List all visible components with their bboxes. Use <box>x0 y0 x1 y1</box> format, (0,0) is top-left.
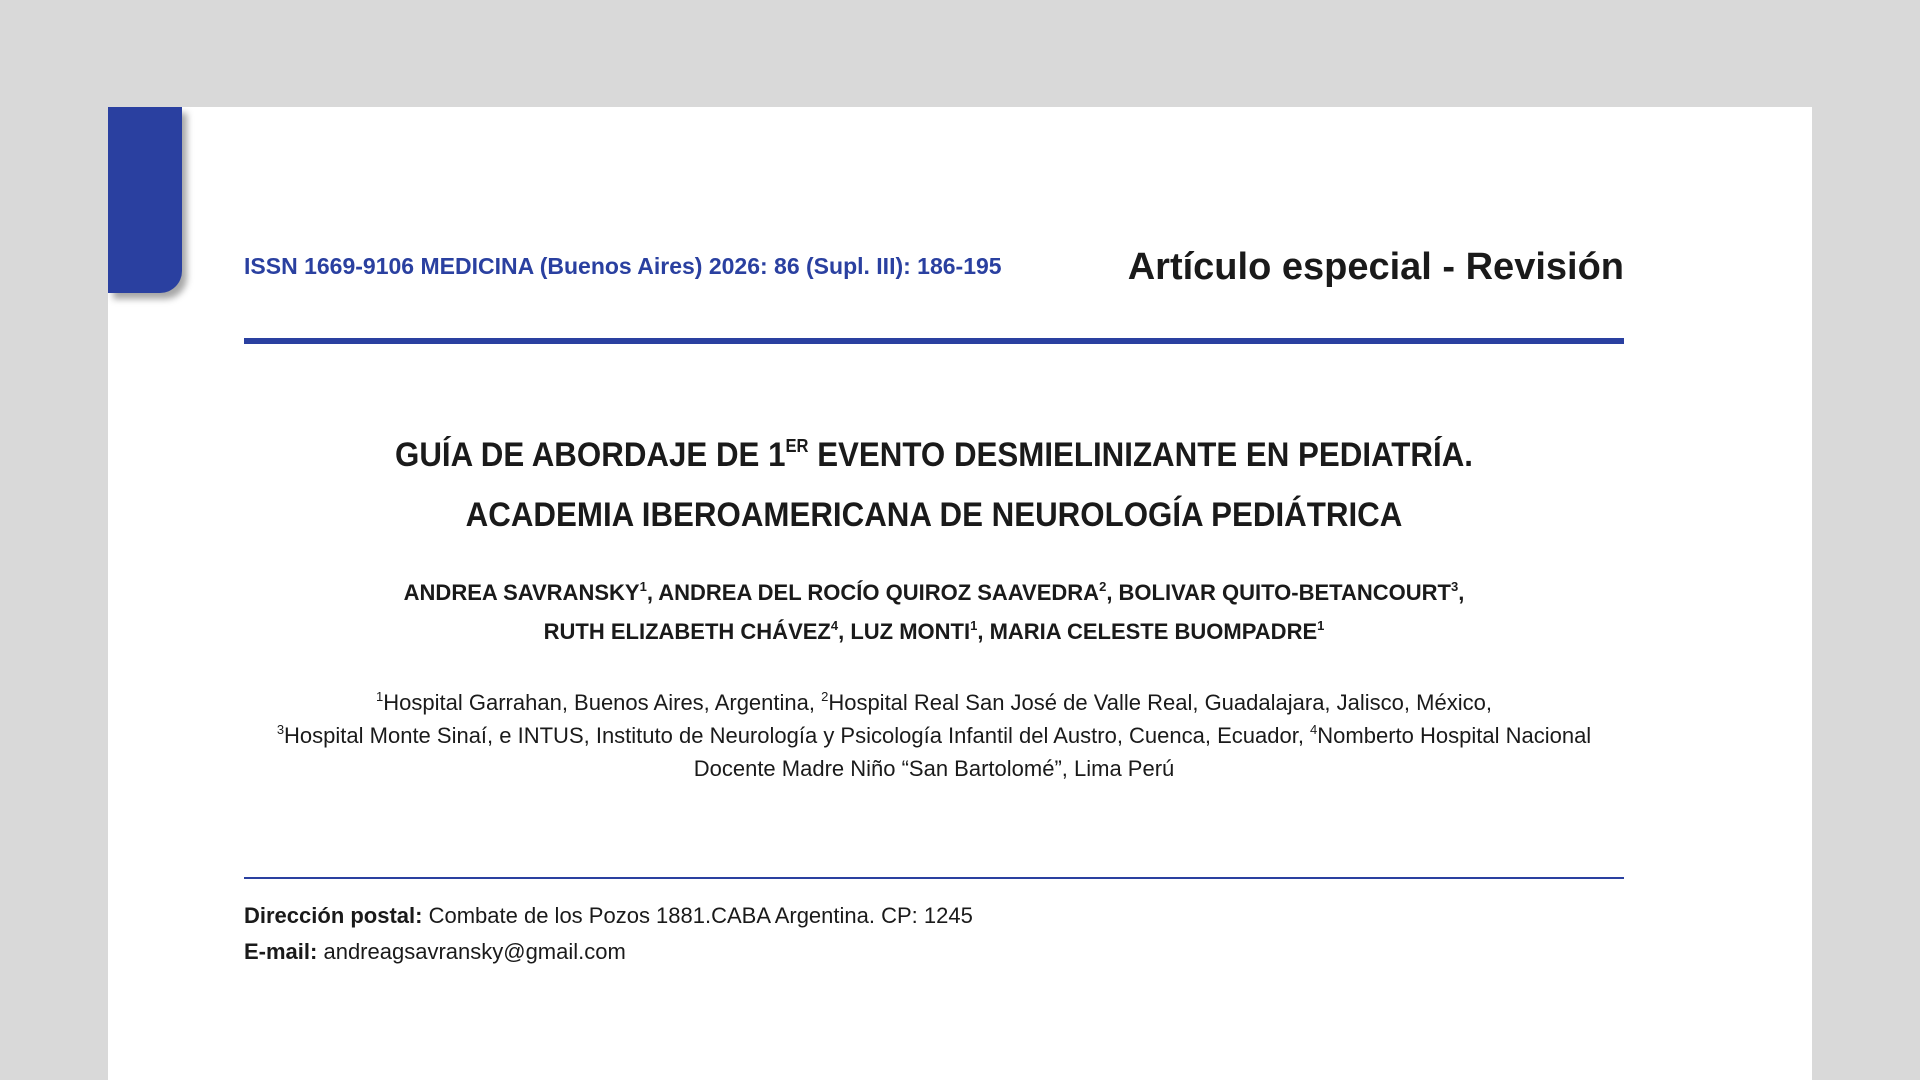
author-list: ANDREA SAVRANSKY$^1$, ANDREA DEL ROCÍO QUIROZ SAAVEDRA$^2$, BOLIVAR QUITO-BETANCOURT$^3$, RUTH ELIZABETH CHÁVEZ$^4$, LUZ MONTI$^1$, MARIA CELESTE BUOMPADRE$^1$ <box>403 579 1465 644</box>
affiliation-text: Hospital Garrahan, Buenos Aires, Argentina, <box>383 690 822 715</box>
author-name: ANDREA SAVRANSKY <box>403 580 640 605</box>
journal-tab-marker <box>108 107 182 293</box>
author-affiliation-mark: 1 <box>1317 618 1325 633</box>
affiliation-number: 1 <box>376 689 384 704</box>
contact-divider <box>244 877 1624 879</box>
author-affiliation-mark: 2 <box>1099 579 1107 594</box>
author-name: RUTH ELIZABETH CHÁVEZ <box>543 619 831 644</box>
affiliation-text: Hospital Monte Sinaí, e INTUS, Instituto de Neurología y Psicología Infantil del Austro, Cuenca, Ecuador, <box>284 723 1311 748</box>
article-page <box>108 107 1812 1080</box>
author-name: ANDREA DEL ROCÍO QUIROZ SAAVEDRA <box>658 580 1100 605</box>
journal-citation: ISSN 1669-9106 MEDICINA (Buenos Aires) 2026: 86 (Supl. III): 186-195 <box>244 253 1002 279</box>
author-name: BOLIVAR QUITO-BETANCOURT <box>1118 580 1451 605</box>
address-value: Combate de los Pozos 1881.CABA Argentina. CP: 1245 <box>422 903 973 928</box>
title-line2: ACADEMIA IBEROAMERICANA DE NEUROLOGÍA PEDIÁTRICA <box>465 496 1403 534</box>
title-line1-after: EVENTO DESMIELINIZANTE EN PEDIATRÍA. <box>808 436 1473 474</box>
article-title <box>299 425 1569 545</box>
author-affiliation-mark: 1 <box>639 579 647 594</box>
author-affiliation-mark: 1 <box>970 618 978 633</box>
address-label: Dirección postal: <box>244 903 423 928</box>
header-divider <box>244 338 1624 344</box>
email-value[interactable]: andreagsavransky@gmail.com <box>317 939 626 964</box>
author-affiliation-mark: 4 <box>830 618 839 633</box>
affiliation-text: Nomberto Hospital Nacional Docente Madre Niño “San Bartolomé”, Lima Perú <box>693 723 1592 781</box>
contact-block <box>244 898 973 970</box>
article-section-label: Artículo especial - Revisión <box>1127 246 1624 288</box>
affiliation-number: 2 <box>821 689 829 704</box>
title-line1-before: GUÍA DE ABORDAJE DE 1 <box>395 436 786 474</box>
affiliation-list <box>244 686 1624 785</box>
title-superscript: ER <box>785 436 809 456</box>
author-name: MARIA CELESTE BUOMPADRE <box>989 619 1318 644</box>
affiliation-number: 4 <box>1310 722 1318 737</box>
affiliation-text: Hospital Real San José de Valle Real, Guadalajara, Jalisco, México, <box>828 690 1492 715</box>
author-affiliation-mark: 3 <box>1450 579 1459 594</box>
author-name: LUZ MONTI <box>850 619 971 644</box>
affiliation-number: 3 <box>276 722 285 737</box>
email-label: E-mail: <box>244 939 318 964</box>
